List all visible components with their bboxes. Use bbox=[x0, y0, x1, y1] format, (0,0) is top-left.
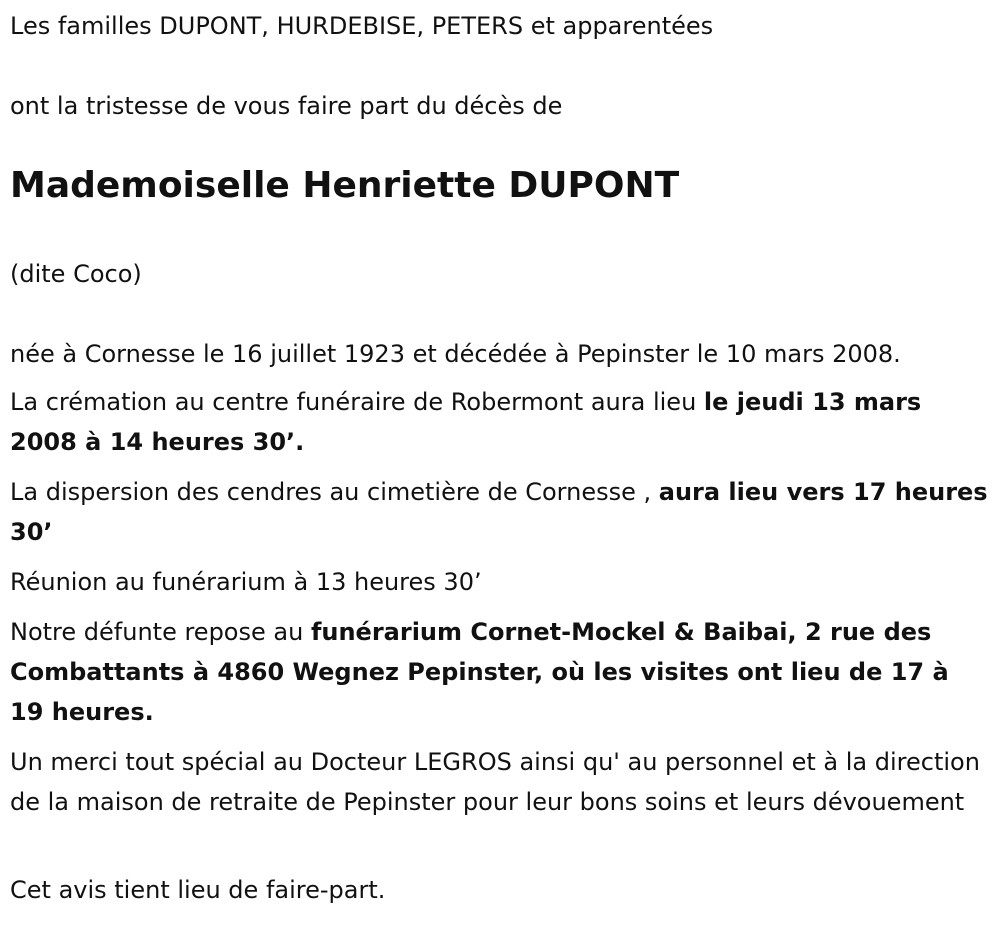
nickname-line: (dite Coco) bbox=[10, 260, 142, 288]
families-line: Les familles DUPONT, HURDEBISE, PETERS et apparentées bbox=[10, 12, 714, 40]
birth-death-line: née à Cornesse le 16 juillet 1923 et décédée à Pepinster le 10 mars 2008. bbox=[10, 340, 901, 368]
repose-paragraph bbox=[10, 612, 990, 732]
repose-location: funérarium Cornet-Mockel & Baibai, 2 rue des Combattants à 4860 Wegnez Pepinster, où les visites ont lieu de 17 à 19 heures. bbox=[10, 618, 949, 726]
dispersion-paragraph bbox=[10, 472, 990, 552]
thanks-paragraph: Un merci tout spécial au Docteur LEGROS ainsi qu' au personnel et à la direction de la maison de retraite de Pepinster pour leur bons soins et leurs dévouement bbox=[10, 748, 980, 816]
cremation-datetime: le jeudi 13 mars 2008 à 14 heures 30’. bbox=[10, 388, 922, 456]
announcement-line: ont la tristesse de vous faire part du décès de bbox=[10, 92, 563, 120]
repose-text: Notre défunte repose au bbox=[10, 618, 311, 646]
deceased-name: Mademoiselle Henriette DUPONT bbox=[10, 165, 680, 206]
dispersion-time: aura lieu vers 17 heures 30’ bbox=[10, 478, 988, 546]
cremation-text: La crémation au centre funéraire de Robermont aura lieu bbox=[10, 388, 704, 416]
cremation-paragraph bbox=[10, 382, 990, 462]
dispersion-text: La dispersion des cendres au cimetière de Cornesse , bbox=[10, 478, 659, 506]
reunion-line: Réunion au funérarium à 13 heures 30’ bbox=[10, 568, 482, 596]
closing-line: Cet avis tient lieu de faire-part. bbox=[10, 876, 386, 904]
